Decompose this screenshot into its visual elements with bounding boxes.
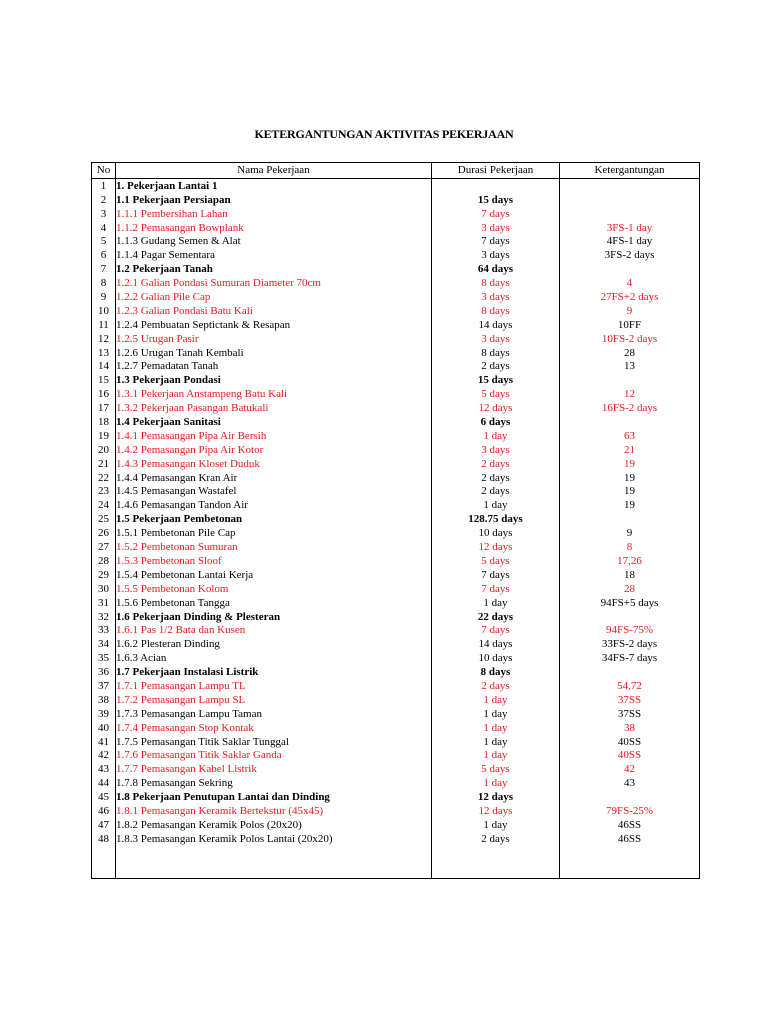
task-duration: 2 days [432, 360, 560, 374]
table-row [92, 498, 700, 512]
header-duration: Durasi Pekerjaan [432, 163, 560, 179]
task-name: 1.6 Pekerjaan Dinding & Plesteran [116, 610, 432, 624]
task-duration: 1 day [432, 749, 560, 763]
task-name: 1.2.4 Pembuatan Septictank & Resapan [116, 318, 432, 332]
table-row [92, 679, 700, 693]
task-duration: 1 day [432, 721, 560, 735]
task-dependency: 19 [560, 498, 700, 512]
table-row [92, 596, 700, 610]
table-row [92, 207, 700, 221]
task-duration: 64 days [432, 262, 560, 276]
task-duration: 14 days [432, 318, 560, 332]
task-dependency: 16FS-2 days [560, 401, 700, 415]
task-dependency: 46SS [560, 818, 700, 832]
task-dependency [560, 373, 700, 387]
task-dependency: 46SS [560, 832, 700, 846]
task-duration: 2 days [432, 832, 560, 846]
row-number: 1 [92, 179, 116, 193]
task-duration: 5 days [432, 762, 560, 776]
task-name: 1.5.4 Pembetonan Lantai Kerja [116, 568, 432, 582]
row-number: 44 [92, 776, 116, 790]
task-name: 1.3.1 Pekerjaan Anstampeng Batu Kali [116, 387, 432, 401]
task-dependency [560, 665, 700, 679]
table-row [92, 568, 700, 582]
table-row [92, 721, 700, 735]
table-row [92, 471, 700, 485]
task-duration: 7 days [432, 582, 560, 596]
row-number: 48 [92, 832, 116, 846]
task-duration: 3 days [432, 221, 560, 235]
task-duration: 2 days [432, 471, 560, 485]
task-duration: 6 days [432, 415, 560, 429]
table-row [92, 318, 700, 332]
row-number: 33 [92, 624, 116, 638]
table-row [92, 429, 700, 443]
row-number: 4 [92, 221, 116, 235]
task-name: 1.5.2 Pembetonan Sumuran [116, 540, 432, 554]
table-row [92, 248, 700, 262]
table-row [92, 707, 700, 721]
task-dependency [560, 193, 700, 207]
table-row [92, 360, 700, 374]
empty-row [92, 846, 700, 879]
row-number: 39 [92, 707, 116, 721]
table-row [92, 804, 700, 818]
row-number: 31 [92, 596, 116, 610]
row-number: 30 [92, 582, 116, 596]
row-number: 32 [92, 610, 116, 624]
task-duration: 1 day [432, 735, 560, 749]
row-number: 13 [92, 346, 116, 360]
task-name: 1.5.1 Pembetonan Pile Cap [116, 526, 432, 540]
task-duration: 3 days [432, 332, 560, 346]
task-duration: 2 days [432, 485, 560, 499]
row-number: 40 [92, 721, 116, 735]
row-number: 2 [92, 193, 116, 207]
task-dependency: 13 [560, 360, 700, 374]
task-dependency: 21 [560, 443, 700, 457]
table-row [92, 776, 700, 790]
task-dependency: 94FS-75% [560, 624, 700, 638]
task-duration: 2 days [432, 457, 560, 471]
task-name: 1.2.5 Urugan Pasir [116, 332, 432, 346]
task-duration: 1 day [432, 429, 560, 443]
task-duration: 12 days [432, 401, 560, 415]
table-row [92, 526, 700, 540]
task-duration [432, 179, 560, 193]
task-name: 1.4.2 Pemasangan Pipa Air Kotor [116, 443, 432, 457]
table-row [92, 749, 700, 763]
task-dependency: 10FF [560, 318, 700, 332]
task-dependency: 33FS-2 days [560, 637, 700, 651]
header-dependency: Ketergantungan [560, 163, 700, 179]
row-number: 37 [92, 679, 116, 693]
task-name: 1.1.4 Pagar Sementara [116, 248, 432, 262]
task-dependency: 94FS+5 days [560, 596, 700, 610]
row-number: 27 [92, 540, 116, 554]
task-name: 1.6.2 Plesteran Dinding [116, 637, 432, 651]
task-duration: 2 days [432, 679, 560, 693]
task-dependency [560, 415, 700, 429]
table-row [92, 276, 700, 290]
table-row [92, 485, 700, 499]
task-name: 1.7 Pekerjaan Instalasi Listrik [116, 665, 432, 679]
task-dependency: 12 [560, 387, 700, 401]
task-name: 1.7.3 Pemasangan Lampu Taman [116, 707, 432, 721]
task-duration: 8 days [432, 276, 560, 290]
row-number: 16 [92, 387, 116, 401]
task-dependency: 9 [560, 304, 700, 318]
row-number: 22 [92, 471, 116, 485]
row-number: 3 [92, 207, 116, 221]
row-number: 15 [92, 373, 116, 387]
task-name: 1.5.5 Pembetonan Kolom [116, 582, 432, 596]
table-row [92, 221, 700, 235]
task-dependency: 3FS-1 day [560, 221, 700, 235]
task-name: 1.8.1 Pemasangan Keramik Bertekstur (45x45) [116, 804, 432, 818]
task-name: 1.6.3 Acian [116, 651, 432, 665]
task-dependency [560, 790, 700, 804]
row-number: 36 [92, 665, 116, 679]
row-number: 10 [92, 304, 116, 318]
task-duration: 1 day [432, 498, 560, 512]
task-duration: 1 day [432, 818, 560, 832]
row-number: 43 [92, 762, 116, 776]
row-number: 25 [92, 512, 116, 526]
table-row [92, 235, 700, 249]
task-duration: 14 days [432, 637, 560, 651]
table-row [92, 582, 700, 596]
task-name: 1.2.1 Galian Pondasi Sumuran Diameter 70cm [116, 276, 432, 290]
task-dependency: 3FS-2 days [560, 248, 700, 262]
table-row [92, 304, 700, 318]
table-row [92, 624, 700, 638]
table-row [92, 193, 700, 207]
row-number: 6 [92, 248, 116, 262]
task-dependency [560, 262, 700, 276]
task-name: 1.1.1 Pembersihan Lahan [116, 207, 432, 221]
table-row [92, 262, 700, 276]
task-name: 1.5.6 Pembetonan Tangga [116, 596, 432, 610]
task-duration: 128.75 days [432, 512, 560, 526]
task-dependency [560, 512, 700, 526]
task-name: 1.2 Pekerjaan Tanah [116, 262, 432, 276]
task-name: 1.3.2 Pekerjaan Pasangan Batukali [116, 401, 432, 415]
task-name: 1.4.1 Pemasangan Pipa Air Bersih [116, 429, 432, 443]
table-row [92, 443, 700, 457]
task-name: 1.8 Pekerjaan Penutupan Lantai dan Dinding [116, 790, 432, 804]
activity-dependency-table [91, 162, 700, 879]
header-no: No [92, 163, 116, 179]
task-dependency: 17,26 [560, 554, 700, 568]
task-dependency: 19 [560, 457, 700, 471]
row-number: 20 [92, 443, 116, 457]
task-duration: 8 days [432, 665, 560, 679]
task-duration: 7 days [432, 207, 560, 221]
task-duration: 7 days [432, 624, 560, 638]
task-dependency: 19 [560, 485, 700, 499]
table-row [92, 290, 700, 304]
task-dependency: 28 [560, 582, 700, 596]
row-number: 12 [92, 332, 116, 346]
table-row [92, 832, 700, 846]
row-number: 17 [92, 401, 116, 415]
task-dependency: 40SS [560, 735, 700, 749]
task-duration: 3 days [432, 248, 560, 262]
table-row [92, 401, 700, 415]
table-row [92, 179, 700, 193]
task-duration: 8 days [432, 304, 560, 318]
row-number: 34 [92, 637, 116, 651]
row-number: 21 [92, 457, 116, 471]
row-number: 29 [92, 568, 116, 582]
task-dependency: 8 [560, 540, 700, 554]
task-dependency: 54,72 [560, 679, 700, 693]
task-name: 1.4.5 Pemasangan Wastafel [116, 485, 432, 499]
task-name: 1.5.3 Pembetonan Sloof [116, 554, 432, 568]
task-name: 1.4.3 Pemasangan Kloset Duduk [116, 457, 432, 471]
task-dependency: 34FS-7 days [560, 651, 700, 665]
task-name: 1.1.2 Pemasangan Bowplank [116, 221, 432, 235]
task-duration: 7 days [432, 235, 560, 249]
table-row [92, 332, 700, 346]
row-number: 8 [92, 276, 116, 290]
task-dependency: 28 [560, 346, 700, 360]
table-row [92, 610, 700, 624]
task-name: 1.8.3 Pemasangan Keramik Polos Lantai (20x20) [116, 832, 432, 846]
task-dependency: 40SS [560, 749, 700, 763]
table-row [92, 637, 700, 651]
task-name: 1. Pekerjaan Lantai 1 [116, 179, 432, 193]
row-number: 42 [92, 749, 116, 763]
empty-cell [560, 846, 700, 879]
row-number: 26 [92, 526, 116, 540]
task-name: 1.8.2 Pemasangan Keramik Polos (20x20) [116, 818, 432, 832]
task-duration: 8 days [432, 346, 560, 360]
row-number: 35 [92, 651, 116, 665]
task-dependency: 27FS+2 days [560, 290, 700, 304]
task-dependency: 9 [560, 526, 700, 540]
task-dependency [560, 207, 700, 221]
task-dependency: 63 [560, 429, 700, 443]
task-duration: 22 days [432, 610, 560, 624]
table-row [92, 790, 700, 804]
task-name: 1.7.8 Pemasangan Sekring [116, 776, 432, 790]
task-duration: 15 days [432, 373, 560, 387]
row-number: 23 [92, 485, 116, 499]
row-number: 11 [92, 318, 116, 332]
table-row [92, 373, 700, 387]
table-row [92, 415, 700, 429]
table-row [92, 457, 700, 471]
empty-cell [116, 846, 432, 879]
task-name: 1.4.6 Pemasangan Tandon Air [116, 498, 432, 512]
task-dependency: 18 [560, 568, 700, 582]
table-header-row [92, 163, 700, 179]
task-duration: 10 days [432, 651, 560, 665]
task-dependency [560, 610, 700, 624]
table-row [92, 651, 700, 665]
table-row [92, 540, 700, 554]
task-duration: 5 days [432, 554, 560, 568]
task-name: 1.7.5 Pemasangan Titik Saklar Tunggal [116, 735, 432, 749]
task-duration: 7 days [432, 568, 560, 582]
row-number: 7 [92, 262, 116, 276]
row-number: 38 [92, 693, 116, 707]
task-dependency: 4FS-1 day [560, 235, 700, 249]
table-row [92, 512, 700, 526]
row-number: 19 [92, 429, 116, 443]
task-name: 1.2.3 Galian Pondasi Batu Kali [116, 304, 432, 318]
row-number: 45 [92, 790, 116, 804]
task-name: 1.1 Pekerjaan Persiapan [116, 193, 432, 207]
row-number: 9 [92, 290, 116, 304]
table-row [92, 762, 700, 776]
task-duration: 1 day [432, 596, 560, 610]
task-duration: 5 days [432, 387, 560, 401]
empty-cell [432, 846, 560, 879]
task-dependency: 10FS-2 days [560, 332, 700, 346]
task-dependency: 79FS-25% [560, 804, 700, 818]
table-row [92, 665, 700, 679]
task-duration: 10 days [432, 526, 560, 540]
task-name: 1.3 Pekerjaan Pondasi [116, 373, 432, 387]
task-duration: 1 day [432, 707, 560, 721]
row-number: 18 [92, 415, 116, 429]
document-title: KETERGANTUNGAN AKTIVITAS PEKERJAAN [254, 127, 514, 141]
task-name: 1.4 Pekerjaan Sanitasi [116, 415, 432, 429]
task-dependency: 43 [560, 776, 700, 790]
task-duration: 12 days [432, 540, 560, 554]
table-row [92, 818, 700, 832]
task-duration: 12 days [432, 790, 560, 804]
task-name: 1.2.6 Urugan Tanah Kembali [116, 346, 432, 360]
task-dependency: 37SS [560, 693, 700, 707]
row-number: 47 [92, 818, 116, 832]
task-name: 1.1.3 Gudang Semen & Alat [116, 235, 432, 249]
row-number: 14 [92, 360, 116, 374]
row-number: 41 [92, 735, 116, 749]
header-name: Nama Pekerjaan [116, 163, 432, 179]
task-duration: 15 days [432, 193, 560, 207]
row-number: 24 [92, 498, 116, 512]
task-dependency: 42 [560, 762, 700, 776]
table-row [92, 387, 700, 401]
task-name: 1.5 Pekerjaan Pembetonan [116, 512, 432, 526]
task-duration: 1 day [432, 693, 560, 707]
task-duration: 3 days [432, 443, 560, 457]
task-dependency: 19 [560, 471, 700, 485]
task-name: 1.7.6 Pemasangan Titik Saklar Ganda [116, 749, 432, 763]
task-name: 1.2.7 Pemadatan Tanah [116, 360, 432, 374]
row-number: 46 [92, 804, 116, 818]
table-row [92, 554, 700, 568]
task-dependency: 37SS [560, 707, 700, 721]
table-row [92, 346, 700, 360]
task-name: 1.4.4 Pemasangan Kran Air [116, 471, 432, 485]
task-dependency [560, 179, 700, 193]
row-number: 5 [92, 235, 116, 249]
task-name: 1.7.7 Pemasangan Kabel Listrik [116, 762, 432, 776]
task-dependency: 4 [560, 276, 700, 290]
task-name: 1.2.2 Galian Pile Cap [116, 290, 432, 304]
row-number: 28 [92, 554, 116, 568]
task-name: 1.7.1 Pemasangan Lampu TL [116, 679, 432, 693]
task-name: 1.7.4 Pemasangan Stop Kontak [116, 721, 432, 735]
task-duration: 3 days [432, 290, 560, 304]
task-duration: 12 days [432, 804, 560, 818]
task-name: 1.7.2 Pemasangan Lampu SL [116, 693, 432, 707]
table-row [92, 735, 700, 749]
task-name: 1.6.1 Pas 1/2 Bata dan Kusen [116, 624, 432, 638]
task-duration: 1 day [432, 776, 560, 790]
table-row [92, 693, 700, 707]
task-dependency: 38 [560, 721, 700, 735]
empty-cell [92, 846, 116, 879]
